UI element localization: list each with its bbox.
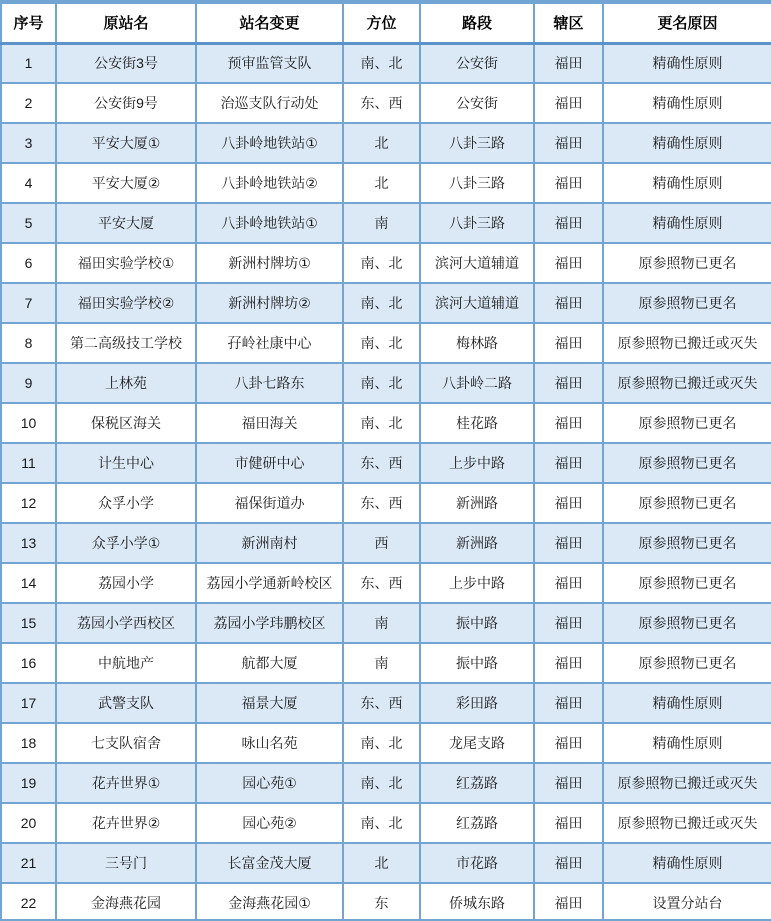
- cell-original-name: 武警支队: [56, 683, 196, 723]
- cell-direction: 南、北: [343, 723, 420, 763]
- table-row: [1, 83, 771, 123]
- cell-original-name: 金海燕花园: [56, 883, 196, 921]
- cell-district: 福田: [534, 523, 603, 563]
- cell-road-section: 振中路: [420, 603, 534, 643]
- cell-index: 13: [1, 523, 56, 563]
- cell-road-section: 桂花路: [420, 403, 534, 443]
- column-header-original-name: 原站名: [56, 3, 196, 43]
- cell-original-name: 平安大厦①: [56, 123, 196, 163]
- table-row: [1, 323, 771, 363]
- cell-original-name: 荔园小学: [56, 563, 196, 603]
- cell-road-section: 八卦三路: [420, 203, 534, 243]
- cell-name-change: 荔园小学通新岭校区: [196, 563, 343, 603]
- table-row: [1, 883, 771, 921]
- cell-direction: 东、西: [343, 563, 420, 603]
- table-row: [1, 643, 771, 683]
- cell-district: 福田: [534, 723, 603, 763]
- cell-direction: 南: [343, 603, 420, 643]
- column-header-index: 序号: [1, 3, 56, 43]
- cell-direction: 东: [343, 883, 420, 921]
- cell-index: 14: [1, 563, 56, 603]
- cell-district: 福田: [534, 803, 603, 843]
- cell-reason: 原参照物已更名: [603, 603, 771, 643]
- cell-road-section: 市花路: [420, 843, 534, 883]
- cell-district: 福田: [534, 163, 603, 203]
- cell-index: 21: [1, 843, 56, 883]
- cell-road-section: 红荔路: [420, 763, 534, 803]
- table-row: [1, 243, 771, 283]
- table-row: [1, 283, 771, 323]
- cell-road-section: 新洲路: [420, 523, 534, 563]
- cell-road-section: 八卦三路: [420, 163, 534, 203]
- cell-direction: 西: [343, 523, 420, 563]
- cell-name-change: 孖岭社康中心: [196, 323, 343, 363]
- cell-district: 福田: [534, 363, 603, 403]
- cell-original-name: 福田实验学校①: [56, 243, 196, 283]
- cell-district: 福田: [534, 203, 603, 243]
- cell-index: 15: [1, 603, 56, 643]
- table-row: [1, 603, 771, 643]
- cell-original-name: 公安街3号: [56, 43, 196, 83]
- cell-road-section: 侨城东路: [420, 883, 534, 921]
- cell-road-section: 八卦岭二路: [420, 363, 534, 403]
- cell-name-change: 长富金茂大厦: [196, 843, 343, 883]
- cell-reason: 精确性原则: [603, 43, 771, 83]
- cell-name-change: 新洲村牌坊①: [196, 243, 343, 283]
- cell-original-name: 中航地产: [56, 643, 196, 683]
- table-body: [1, 43, 771, 921]
- cell-direction: 东、西: [343, 83, 420, 123]
- cell-reason: 原参照物已更名: [603, 283, 771, 323]
- cell-reason: 原参照物已搬迁或灭失: [603, 763, 771, 803]
- table-row: [1, 683, 771, 723]
- cell-reason: 原参照物已更名: [603, 643, 771, 683]
- table-row: [1, 483, 771, 523]
- table-row: [1, 123, 771, 163]
- cell-district: 福田: [534, 763, 603, 803]
- cell-district: 福田: [534, 43, 603, 83]
- station-rename-table: [0, 2, 771, 921]
- cell-road-section: 新洲路: [420, 483, 534, 523]
- cell-name-change: 预审监管支队: [196, 43, 343, 83]
- cell-road-section: 龙尾支路: [420, 723, 534, 763]
- cell-direction: 南、北: [343, 323, 420, 363]
- cell-direction: 北: [343, 163, 420, 203]
- cell-reason: 精确性原则: [603, 723, 771, 763]
- cell-original-name: 三号门: [56, 843, 196, 883]
- cell-name-change: 市健研中心: [196, 443, 343, 483]
- cell-road-section: 公安街: [420, 83, 534, 123]
- cell-reason: 原参照物已搬迁或灭失: [603, 323, 771, 363]
- cell-index: 20: [1, 803, 56, 843]
- table-row: [1, 843, 771, 883]
- cell-index: 8: [1, 323, 56, 363]
- cell-reason: 精确性原则: [603, 83, 771, 123]
- cell-reason: 精确性原则: [603, 123, 771, 163]
- table-row: [1, 803, 771, 843]
- cell-original-name: 众孚小学①: [56, 523, 196, 563]
- cell-index: 11: [1, 443, 56, 483]
- cell-reason: 精确性原则: [603, 203, 771, 243]
- cell-original-name: 众孚小学: [56, 483, 196, 523]
- cell-original-name: 第二高级技工学校: [56, 323, 196, 363]
- cell-name-change: 园心苑②: [196, 803, 343, 843]
- cell-reason: 原参照物已更名: [603, 563, 771, 603]
- cell-name-change: 咏山名苑: [196, 723, 343, 763]
- cell-index: 18: [1, 723, 56, 763]
- cell-district: 福田: [534, 323, 603, 363]
- cell-reason: 精确性原则: [603, 843, 771, 883]
- table-header: [1, 3, 771, 43]
- cell-index: 5: [1, 203, 56, 243]
- cell-original-name: 平安大厦: [56, 203, 196, 243]
- cell-index: 4: [1, 163, 56, 203]
- cell-road-section: 八卦三路: [420, 123, 534, 163]
- cell-index: 12: [1, 483, 56, 523]
- cell-direction: 东、西: [343, 683, 420, 723]
- column-header-district: 辖区: [534, 3, 603, 43]
- cell-index: 7: [1, 283, 56, 323]
- column-header-reason: 更名原因: [603, 3, 771, 43]
- column-header-road-section: 路段: [420, 3, 534, 43]
- cell-district: 福田: [534, 603, 603, 643]
- column-header-name-change: 站名变更: [196, 3, 343, 43]
- cell-road-section: 梅林路: [420, 323, 534, 363]
- cell-reason: 原参照物已更名: [603, 483, 771, 523]
- cell-direction: 南、北: [343, 763, 420, 803]
- cell-district: 福田: [534, 883, 603, 921]
- table-row: [1, 763, 771, 803]
- cell-name-change: 八卦岭地铁站②: [196, 163, 343, 203]
- cell-original-name: 上林苑: [56, 363, 196, 403]
- cell-name-change: 八卦七路东: [196, 363, 343, 403]
- cell-road-section: 公安街: [420, 43, 534, 83]
- cell-original-name: 福田实验学校②: [56, 283, 196, 323]
- cell-reason: 原参照物已搬迁或灭失: [603, 803, 771, 843]
- cell-district: 福田: [534, 243, 603, 283]
- cell-district: 福田: [534, 403, 603, 443]
- cell-original-name: 七支队宿舍: [56, 723, 196, 763]
- cell-name-change: 福田海关: [196, 403, 343, 443]
- cell-direction: 南、北: [343, 43, 420, 83]
- table-row: [1, 163, 771, 203]
- table-row: [1, 363, 771, 403]
- cell-name-change: 福保街道办: [196, 483, 343, 523]
- cell-index: 1: [1, 43, 56, 83]
- cell-name-change: 荔园小学玮鹏校区: [196, 603, 343, 643]
- cell-road-section: 滨河大道辅道: [420, 243, 534, 283]
- cell-district: 福田: [534, 123, 603, 163]
- cell-direction: 南、北: [343, 363, 420, 403]
- cell-original-name: 保税区海关: [56, 403, 196, 443]
- cell-direction: 南、北: [343, 803, 420, 843]
- cell-index: 22: [1, 883, 56, 921]
- cell-reason: 原参照物已更名: [603, 243, 771, 283]
- cell-district: 福田: [534, 563, 603, 603]
- table-row: [1, 443, 771, 483]
- table-row: [1, 203, 771, 243]
- cell-road-section: 红荔路: [420, 803, 534, 843]
- cell-name-change: 八卦岭地铁站①: [196, 123, 343, 163]
- column-header-direction: 方位: [343, 3, 420, 43]
- cell-original-name: 花卉世界①: [56, 763, 196, 803]
- table-row: [1, 723, 771, 763]
- cell-direction: 南: [343, 643, 420, 683]
- cell-direction: 北: [343, 843, 420, 883]
- cell-index: 16: [1, 643, 56, 683]
- cell-reason: 原参照物已更名: [603, 403, 771, 443]
- cell-district: 福田: [534, 483, 603, 523]
- cell-district: 福田: [534, 283, 603, 323]
- cell-district: 福田: [534, 83, 603, 123]
- cell-district: 福田: [534, 683, 603, 723]
- cell-road-section: 滨河大道辅道: [420, 283, 534, 323]
- cell-index: 2: [1, 83, 56, 123]
- cell-index: 17: [1, 683, 56, 723]
- cell-district: 福田: [534, 643, 603, 683]
- cell-reason: 精确性原则: [603, 163, 771, 203]
- cell-index: 3: [1, 123, 56, 163]
- table-header-row: [1, 3, 771, 43]
- cell-name-change: 新洲南村: [196, 523, 343, 563]
- cell-name-change: 航都大厦: [196, 643, 343, 683]
- cell-direction: 东、西: [343, 443, 420, 483]
- cell-reason: 原参照物已更名: [603, 443, 771, 483]
- cell-road-section: 上步中路: [420, 443, 534, 483]
- cell-name-change: 园心苑①: [196, 763, 343, 803]
- cell-direction: 南、北: [343, 283, 420, 323]
- cell-original-name: 平安大厦②: [56, 163, 196, 203]
- table-row: [1, 403, 771, 443]
- cell-index: 6: [1, 243, 56, 283]
- cell-reason: 设置分站台: [603, 883, 771, 921]
- cell-index: 9: [1, 363, 56, 403]
- cell-name-change: 八卦岭地铁站①: [196, 203, 343, 243]
- cell-original-name: 公安街9号: [56, 83, 196, 123]
- table-row: [1, 43, 771, 83]
- cell-road-section: 彩田路: [420, 683, 534, 723]
- cell-direction: 南: [343, 203, 420, 243]
- cell-direction: 东、西: [343, 483, 420, 523]
- cell-name-change: 治巡支队行动处: [196, 83, 343, 123]
- cell-direction: 南、北: [343, 243, 420, 283]
- cell-name-change: 福景大厦: [196, 683, 343, 723]
- table-row: [1, 523, 771, 563]
- cell-district: 福田: [534, 843, 603, 883]
- cell-direction: 南、北: [343, 403, 420, 443]
- cell-reason: 原参照物已更名: [603, 523, 771, 563]
- cell-name-change: 金海燕花园①: [196, 883, 343, 921]
- cell-index: 10: [1, 403, 56, 443]
- cell-original-name: 花卉世界②: [56, 803, 196, 843]
- cell-district: 福田: [534, 443, 603, 483]
- cell-original-name: 荔园小学西校区: [56, 603, 196, 643]
- cell-index: 19: [1, 763, 56, 803]
- cell-direction: 北: [343, 123, 420, 163]
- table-row: [1, 563, 771, 603]
- cell-reason: 原参照物已搬迁或灭失: [603, 363, 771, 403]
- cell-original-name: 计生中心: [56, 443, 196, 483]
- cell-reason: 精确性原则: [603, 683, 771, 723]
- cell-road-section: 上步中路: [420, 563, 534, 603]
- cell-road-section: 振中路: [420, 643, 534, 683]
- cell-name-change: 新洲村牌坊②: [196, 283, 343, 323]
